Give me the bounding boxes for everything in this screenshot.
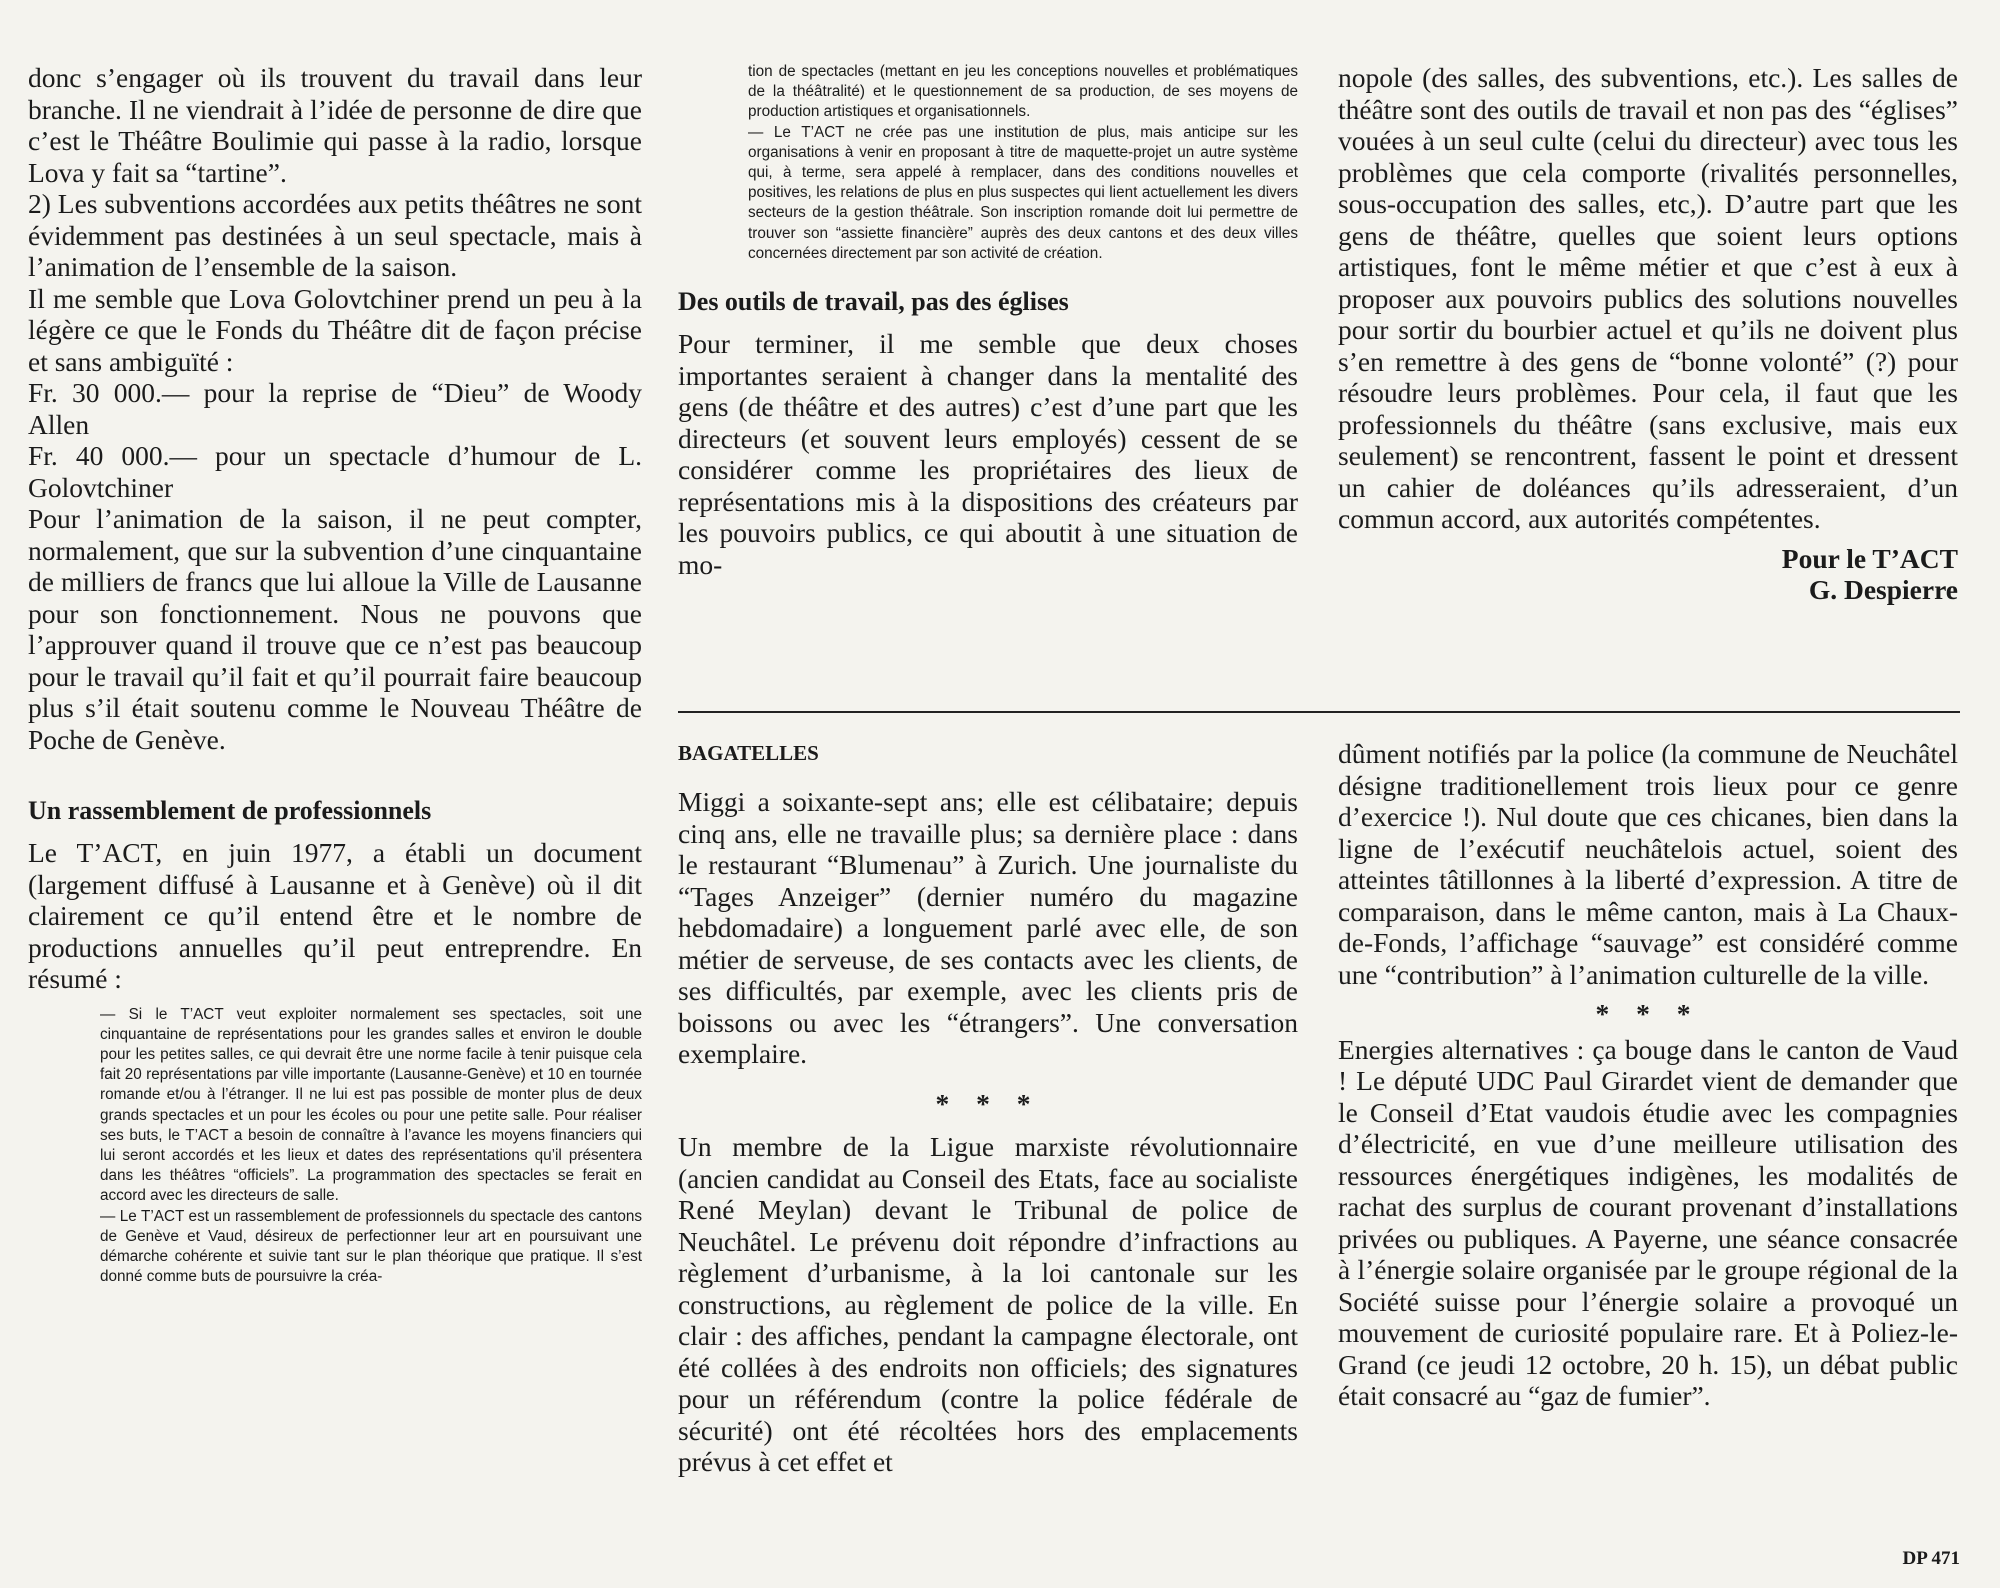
bagatelles-col2-paragraph-1: Miggi a soixante-sept ans; elle est célibataire; depuis cinq ans, elle ne travaille plus; sa dernière place : dans le restaurant “Blumenau” à Zurich. Une journaliste du “Tages Anzeiger” (dernier numéro du magazine hebdomadaire) a longuement parlé avec elle, de son métier de serveuse, de ses contacts avec les clients, de ses difficultés, par exemple, avec les clients pris de boissons ou avec les “étrangers”. Une conversation exemplaire. <box>678 786 1298 1069</box>
col1-paragraph-6: Pour l’animation de la saison, il ne peut compter, normalement, que sur la subvention d’une cinquantaine de milliers de francs que lui alloue la Ville de Lausanne pour son fonctionnement. Nous ne pouvons que l’approuver quand il trouve que ce n’est pas beaucoup pour le travail qu’il fait et qu’il pourrait faire beaucoup plus s’il était soutenu comme le Nouveau Théâtre de Poche de Genève. <box>28 503 642 755</box>
bagatelles-col3-paragraph-1: dûment notifiés par la police (la commune de Neuchâtel désigne traditionellement trois lieux pour ce genre d’exercice !). Nul doute que ces chicanes, bien dans la ligne de l’exécutif neuchâtelois actuel, soient des atteintes tâtillonnes à la liberté d’expression. A titre de comparaison, dans le même canton, mais à La Chaux-de-Fonds, l’affichage “sauvage” est considéré comme une “contribution” à l’animation culturelle de la ville. <box>1338 738 1958 990</box>
col1-heading: Un rassemblement de professionnels <box>28 796 432 825</box>
col2-heading: Des outils de travail, pas des églises <box>678 287 1069 317</box>
bagatelles-column-2 <box>678 738 1298 1478</box>
col2-small-item-2: — Le T’ACT ne crée pas une institution de plus, mais anticipe sur les organisations à venir en proposant à titre de maquette-projet un autre système qui, à terme, sera appelé à remplacer, dans des conditions nouvelles et positives, les relations de plus en plus suspectes qui lient actuellement les divers secteurs de la gestion théâtrale. Son inscription romande doit lui permettre de trouver son “assiette financière” auprès des deux cantons et des deux villes concernées directement par son activité de création. <box>748 123 1298 262</box>
column-3-top <box>1338 62 1958 606</box>
signature-line-2: G. Despierre <box>1808 574 1958 605</box>
column-1 <box>28 62 642 1287</box>
col1-small-block <box>100 1005 642 1288</box>
col2-small-block <box>748 62 1298 264</box>
col1-paragraph-after-heading: Le T’ACT, en juin 1977, a établi un document (largement diffusé à Lausanne et à Genève) où il dit clairement ce qu’il entend être et le nombre de productions annuelles qu’il peut entreprendre. En résumé : <box>28 837 642 994</box>
col1-small-item-2: — Le T’ACT est un rassemblement de professionnels du spectacle des cantons de Genève et Vaud, désireux de perfectionner leur art en poursuivant une démarche cohérente et suivie tant sur le plan théorique que pratique. Il s’est donné comme buts de poursuivre la créa- <box>100 1207 642 1286</box>
col3-paragraph: nopole (des salles, des subventions, etc.). Les salles de théâtre sont des outils de travail et non pas des “églises” vouées à un seul culte (celui du directeur) avec tous les problèmes que cela comporte (rivalités personnelles, sous-occupation des salles, etc,). D’autre part que les gens de théâtre, quelles que soient leurs options artistiques, font le même métier et que c’est à eux à proposer aux pouvoirs publics des solutions nouvelles pour sortir du bourbier actuel et qu’ils ne doivent plus s’en remettre à des gens de “bonne volonté” (?) pour résoudre leurs problèmes. Pour cela, il faut que les professionnels du théâtre (sans exclusive, mais eux seulement) se rencontrent, fassent le point et dressent un cahier de doléances qu’ils adresseraient, d’un commun accord, aux autorités compétentes. <box>1338 62 1958 534</box>
page-number: DP 471 <box>1902 1548 1960 1569</box>
col2-small-item-1: tion de spectacles (mettant en jeu les conceptions nouvelles et problématiques de la théâtralité) et le questionnement de sa production, de ses moyens de production artistiques et organisationnels. <box>748 63 1298 121</box>
bagatelles-column-3 <box>1338 738 1958 1412</box>
separator-stars-2: * * * <box>1595 998 1701 1029</box>
signature-line-1: Pour le T’ACT <box>1781 542 1958 574</box>
section-divider <box>678 711 1960 713</box>
bagatelles-col3-paragraph-2: Energies alternatives : ça bouge dans le canton de Vaud ! Le député UDC Paul Girardet vient de demander que le Conseil d’Etat vaudois étudie avec les compagnies d’électricité, en vue d’une meilleure utilisation des ressources énergétiques indigènes, les modalités de rachat des surplus de courant provenant d’installations privées ou publiques. A Payerne, une séance consacrée à l’énergie solaire organisée par le groupe régional de la Société suisse pour l’énergie solaire a provoqué un mouvement de curiosité populaire rare. Et à Poliez-le-Grand (ce jeudi 12 octobre, 20 h. 15), un débat public était consacré au “gaz de fumier”. <box>1338 1033 1958 1411</box>
col1-paragraph-4: Fr. 30 000.— pour la reprise de “Dieu” de Woody Allen <box>28 377 642 440</box>
col1-paragraph-3: Il me semble que Lova Golovtchiner prend un peu à la légère ce que le Fonds du Théâtre dit de façon précise et sans ambiguïté : <box>28 282 642 377</box>
col1-small-item-1: — Si le T’ACT veut exploiter normalement ses spectacles, soit une cinquantaine de représentations pour les grandes salles et environ le double pour les petites salles, ce qui devrait être une norme facile à tenir puisque cela fait 20 représentations par ville importante (Lausanne-Genève) et 10 en tournée romande et/ou à l’étranger. Il ne lui est pas possible de monter plus de deux grands spectacles et un pour les écoles ou pour une petite salle. Pour réaliser ses buts, le T’ACT a besoin de connaître à l’avance les moyens financiers qui lui seront accordés et les lieux et dates des représentations qu’il présentera dans les théâtres “officiels”. La programmation des spectacles se ferait en accord avec les directeurs de salle. <box>100 1005 642 1205</box>
column-2-top <box>678 62 1298 580</box>
bagatelles-title: BAGATELLES <box>678 741 819 765</box>
separator-stars-1: * * * <box>935 1087 1041 1119</box>
col1-paragraph-2: 2) Les subventions accordées aux petits théâtres ne sont évidemment pas destinées à un seul spectacle, mais à l’animation de l’ensemble de la saison. <box>28 188 642 282</box>
col1-paragraph-1: donc s’engager où ils trouvent du travail dans leur branche. Il ne viendrait à l’idée de personne de dire que c’est le Théâtre Boulimie qui passe à la radio, lorsque Lova y fait sa “tartine”. <box>28 62 642 188</box>
col2-paragraph: Pour terminer, il me semble que deux choses importantes seraient à changer dans la mentalité des gens (de théâtre et des autres) c’est d’une part que les directeurs (et souvent leurs employés) cessent de se considérer comme les propriétaires des lieux de représentations mis à la dispositions des créateurs par les pouvoirs publics, ce qui aboutit à une situation de mo- <box>678 328 1298 580</box>
bagatelles-col2-paragraph-2: Un membre de la Ligue marxiste révolutionnaire (ancien candidat au Conseil des Etats, face au socialiste René Meylan) devant le Tribunal de police de Neuchâtel. Le prévenu doit répondre d’infractions au règlement d’urbanisme, à la loi cantonale sur les constructions, au règlement de police de la ville. En clair : des affiches, pendant la campagne électorale, ont été collées à des endroits non officiels; des signatures pour un référendum (contre la police fédérale de sécurité) ont été récoltées hors des emplacements prévus à cet effet et <box>678 1131 1298 1477</box>
col1-paragraph-5: Fr. 40 000.— pour un spectacle d’humour de L. Golovtchiner <box>28 440 642 503</box>
